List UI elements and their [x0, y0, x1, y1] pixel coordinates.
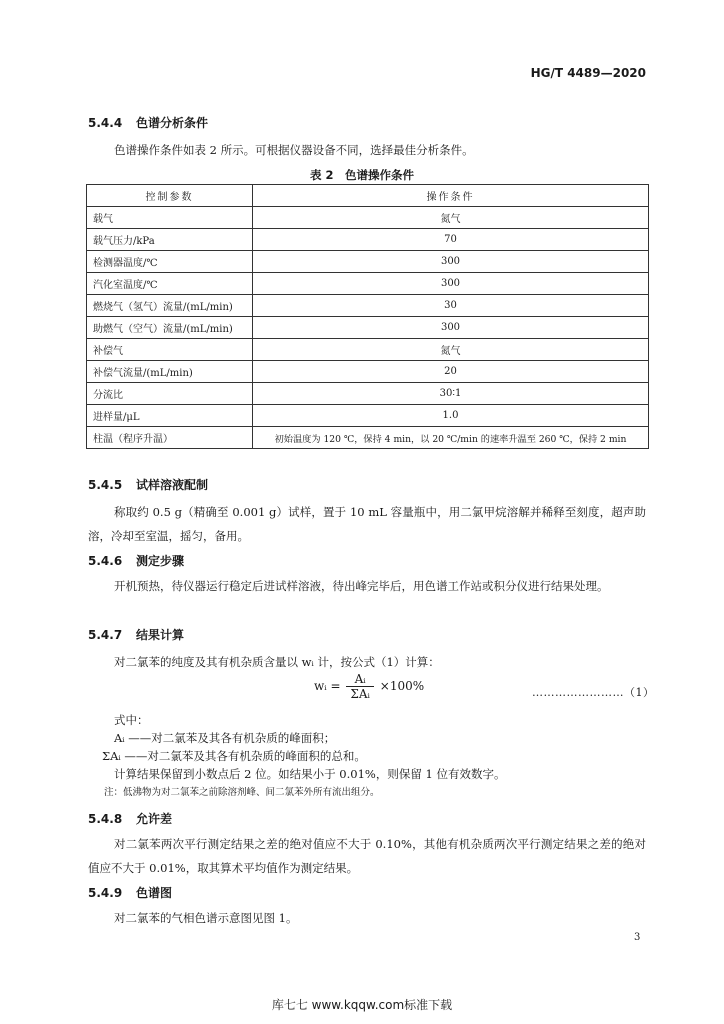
section-title: 允许差 [136, 812, 173, 826]
definition-ai: Aᵢ ——对二氯苯及其各有机杂质的峰面积； [114, 731, 336, 745]
table-header-row [87, 185, 649, 207]
table-row [87, 383, 649, 405]
chromatography-conditions-table [86, 184, 649, 449]
section-5-4-4-text: 色谱操作条件如表 2 所示。可根据仪器设备不同，选择最佳分析条件。 [114, 143, 474, 157]
formula-1 [314, 672, 424, 701]
table-cell: 氮气 [253, 207, 649, 229]
table-row [87, 361, 649, 383]
section-title: 色谱图 [136, 886, 173, 900]
table-cell: 1.0 [253, 405, 649, 427]
section-5-4-6-text: 开机预热，待仪器运行稳定后进试样溶液，待出峰完毕后，用色谱工作站或积分仪进行结果处理。 [114, 579, 609, 593]
table-cell: 补偿气流量/(mL/min) [87, 361, 253, 383]
section-title: 色谱分析条件 [136, 116, 209, 130]
section-note: 注：低沸物为对二氯苯之前除溶剂峰、间二氯苯外所有流出组分。 [104, 787, 380, 798]
table-cell: 70 [253, 229, 649, 251]
standard-number: HG/T 4489—2020 [530, 66, 646, 80]
table-cell: 300 [253, 317, 649, 339]
table-cell: 助燃气（空气）流量/(mL/min) [87, 317, 253, 339]
section-5-4-6-heading [88, 552, 184, 569]
table-cell: 分流比 [87, 383, 253, 405]
section-5-4-8-text: 对二氯苯两次平行测定结果之差的绝对值应不大于 0.10%，其他有机杂质两次平行测定结果之差的绝对值应不大于 0.01%，取其算术平均值作为测定结果。 [88, 837, 646, 875]
section-5-4-7-intro: 对二氯苯的纯度及其有机杂质含量以 wᵢ 计，按公式（1）计算： [114, 655, 440, 669]
rounding-rule: 计算结果保留到小数点后 2 位。如结果小于 0.01%，则保留 1 位有效数字。 [114, 767, 506, 781]
section-title: 结果计算 [136, 628, 185, 642]
formula-fraction [346, 672, 374, 701]
table-cell: 300 [253, 273, 649, 295]
table-caption: 表 2 色谱操作条件 [309, 168, 414, 182]
table-row [87, 339, 649, 361]
formula-rhs: ×100% [379, 679, 425, 693]
section-title: 试样溶液配制 [136, 478, 209, 492]
formula-lhs: wᵢ = [314, 679, 341, 693]
section-number: 5.4.5 [88, 478, 123, 492]
table-row [87, 229, 649, 251]
table-header-cell: 操作条件 [253, 185, 649, 207]
table-cell: 氮气 [253, 339, 649, 361]
section-5-4-5-text: 称取约 0.5 g（精确至 0.001 g）试样，置于 10 mL 容量瓶中，用二氯甲烷溶解并稀释至刻度，超声助溶，冷却至室温，摇匀，备用。 [88, 505, 646, 543]
section-5-4-4-heading [88, 114, 208, 131]
table-cell: 20 [253, 361, 649, 383]
table-cell: 30∶1 [253, 383, 649, 405]
table-row [87, 273, 649, 295]
table-cell: 30 [253, 295, 649, 317]
download-footer: 库七七 www.kqqw.com标准下载 [271, 998, 453, 1012]
section-number: 5.4.6 [88, 554, 123, 568]
formula-number: ……………………（1） [532, 686, 655, 699]
table-cell: 初始温度为 120 ℃，保持 4 min，以 20 ℃/min 的速率升温至 260 ℃，保持 2 min [253, 427, 649, 449]
definition-sum-ai: ΣAᵢ ——对二氯苯及其各有机杂质的峰面积的总和。 [102, 749, 366, 763]
table-cell: 汽化室温度/℃ [87, 273, 253, 295]
section-5-4-9-heading [88, 884, 172, 901]
table-row [87, 427, 649, 449]
formula-denominator: ΣAᵢ [350, 687, 370, 701]
formula-numerator: Aᵢ [346, 672, 374, 687]
section-number: 5.4.9 [88, 886, 123, 900]
table-cell: 燃烧气（氢气）流量/(mL/min) [87, 295, 253, 317]
table-row [87, 317, 649, 339]
table-row [87, 251, 649, 273]
table-cell: 柱温（程序升温） [87, 427, 253, 449]
table-cell: 载气压力/kPa [87, 229, 253, 251]
section-number: 5.4.4 [88, 116, 123, 130]
section-number: 5.4.8 [88, 812, 123, 826]
table-row [87, 405, 649, 427]
table-cell: 载气 [87, 207, 253, 229]
section-5-4-8-heading [88, 810, 172, 827]
section-5-4-7-heading [88, 626, 184, 643]
section-title: 测定步骤 [136, 554, 185, 568]
table-cell: 进样量/μL [87, 405, 253, 427]
table-cell: 300 [253, 251, 649, 273]
table-row [87, 295, 649, 317]
table-row [87, 207, 649, 229]
section-number: 5.4.7 [88, 628, 123, 642]
table-cell: 补偿气 [87, 339, 253, 361]
where-label: 式中： [114, 713, 149, 727]
table-cell: 检测器温度/℃ [87, 251, 253, 273]
section-5-4-5-heading [88, 476, 208, 493]
section-5-4-9-text: 对二氯苯的气相色谱示意图见图 1。 [114, 911, 298, 925]
page-number: 3 [634, 932, 641, 943]
table-header-cell: 控制参数 [87, 185, 253, 207]
